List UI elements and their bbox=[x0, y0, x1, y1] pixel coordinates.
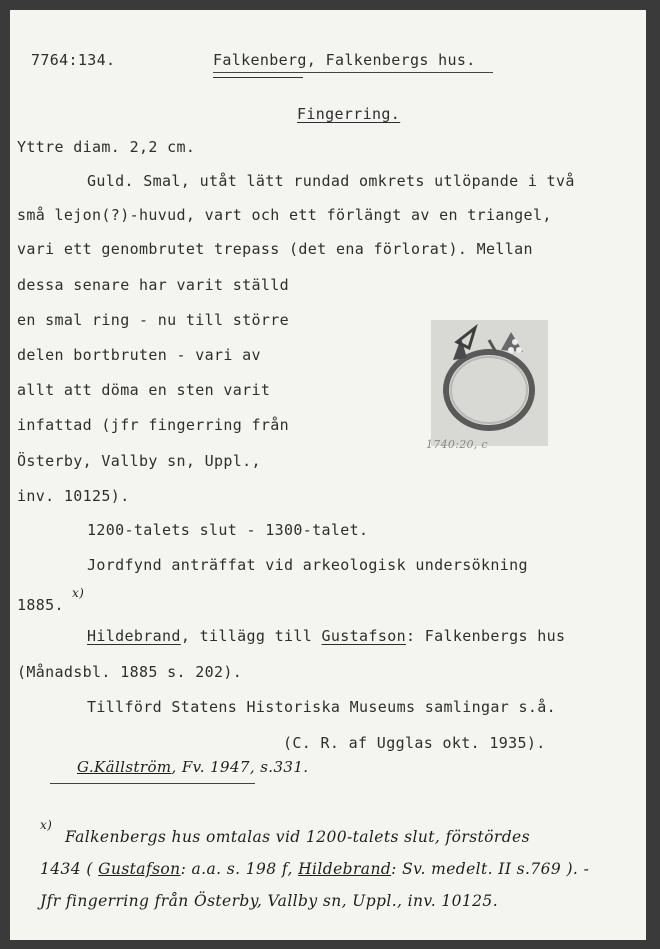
ring-image bbox=[431, 320, 548, 446]
description-line: Guld. Smal, utåt lätt rundad omkrets utlöpande i två bbox=[87, 172, 575, 190]
description-line: Österby, Vallby sn, Uppl., bbox=[17, 452, 261, 470]
note-part: 1434 ( bbox=[40, 860, 99, 878]
note-author: Hildebrand bbox=[298, 860, 392, 878]
reference-author: Gustafson bbox=[321, 627, 406, 645]
handwritten-author: G.Källström bbox=[77, 758, 172, 776]
description-line: en smal ring - nu till större bbox=[17, 311, 290, 329]
description-line: infattad (jfr fingerring från bbox=[17, 416, 290, 434]
description-line: inv. 10125). bbox=[17, 487, 130, 505]
acquisition-signature: (C. R. af Ugglas okt. 1935). bbox=[283, 734, 546, 752]
dating: 1200-talets slut - 1300-talet. bbox=[87, 521, 369, 539]
catalog-number: 7764:134. bbox=[31, 51, 116, 69]
reference-line bbox=[87, 627, 565, 645]
handwritten-rule bbox=[50, 783, 255, 784]
location-underline-extra bbox=[213, 77, 303, 78]
measurement: Yttre diam. 2,2 cm. bbox=[17, 138, 196, 156]
location-underline bbox=[213, 72, 493, 73]
acquisition-line: Tillförd Statens Historiska Museums samlingar s.å. bbox=[87, 698, 557, 716]
find-line: Jordfynd anträffat vid arkeologisk undersökning bbox=[87, 556, 528, 574]
note-line: Falkenbergs hus omtalas vid 1200-talets slut, förstördes bbox=[65, 828, 530, 846]
description-line: dessa senare har varit ställd bbox=[17, 276, 290, 294]
description-line: små lejon(?)-huvud, vart och ett förlängt av en triangel, bbox=[17, 206, 552, 224]
reference-author: Hildebrand bbox=[87, 627, 181, 645]
footnote-mark: x) bbox=[72, 586, 85, 600]
reference-source: (Månadsbl. 1885 s. 202). bbox=[17, 663, 243, 681]
photo-label: 1740:20, c bbox=[426, 438, 488, 451]
description-line: delen bortbruten - vari av bbox=[17, 346, 261, 364]
note-part: : a.a. s. 198 f, bbox=[180, 860, 299, 878]
description-line: allt att döma en sten varit bbox=[17, 381, 271, 399]
find-year: 1885. bbox=[17, 596, 64, 614]
location-heading: Falkenberg, Falkenbergs hus. bbox=[213, 51, 476, 69]
note-part: : Sv. medelt. II s.769 ). - bbox=[391, 860, 590, 878]
description-line: vari ett genombrutet trepass (det ena förlorat). Mellan bbox=[17, 240, 533, 258]
note-line bbox=[40, 860, 589, 878]
reference-tail: : Falkenbergs hus bbox=[405, 627, 566, 645]
note-author: Gustafson bbox=[98, 860, 181, 878]
note-line: Jfr fingerring från Österby, Vallby sn, Uppl., inv. 10125. bbox=[40, 892, 499, 910]
catalog-card bbox=[10, 10, 646, 940]
handwritten-reference-rest: , Fv. 1947, s.331. bbox=[171, 758, 309, 776]
handwritten-reference bbox=[77, 758, 308, 776]
object-title: Fingerring. bbox=[297, 105, 401, 123]
ring-photo bbox=[431, 320, 548, 446]
note-mark: x) bbox=[40, 818, 53, 832]
reference-mid: , tillägg till bbox=[180, 627, 322, 645]
